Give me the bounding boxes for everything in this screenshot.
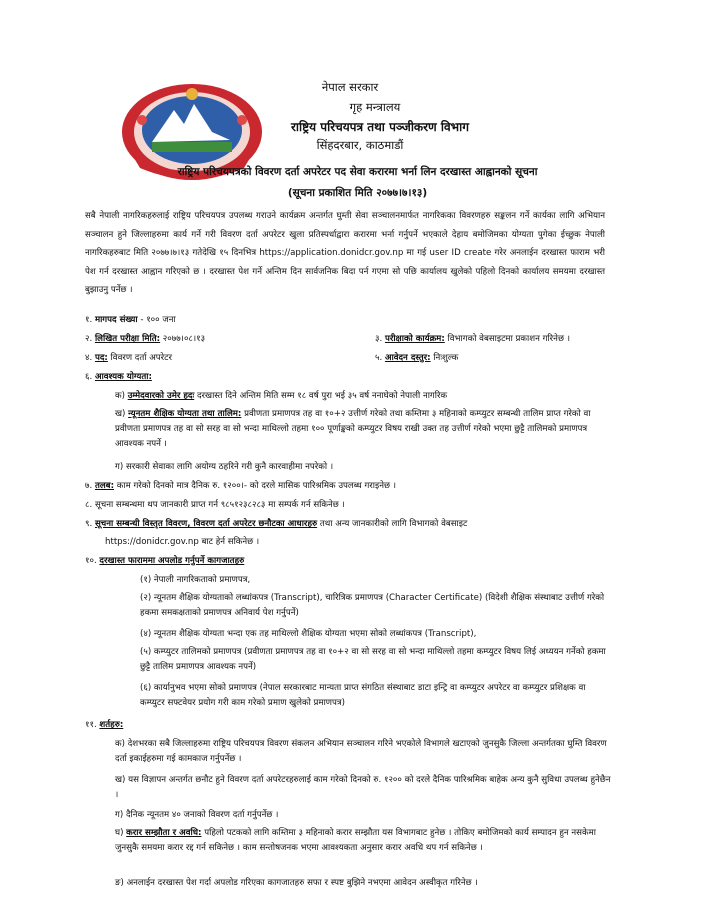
item-2: २. लिखित परीक्षा मिति: २०७७।०८।१३ [85,334,206,344]
notice-title: राष्ट्रिय परिचयपत्रको विवरण दर्ता अपरेटर पद सेवा करारमा भर्ना लिन दरखास्त आह्वानको सूचना [177,166,538,178]
qualification-c: ग) सरकारी सेवाका लागि अयोग्य ठहरिने गरी कुनै कारवाहीमा नपरेको । [115,462,334,472]
item-10-heading: १०. दरखास्त फाराममा अपलोड गर्नुपर्ने कागजातहरु [85,556,245,566]
header-ministry: गृह मन्त्रालय [349,100,401,114]
website-link[interactable]: https://donidcr.gov.np बाट हेर्न सकिनेछ । [105,537,260,547]
condition-b: ख) यस विज्ञापन अन्तर्गत छनौट हुने विवरण दर्ता अपरेटरहरुलाई काम गरेको दिनको रु. १२०० को दरले दैनिक पारिश्रमिक बाहेक अन्य कुनै सुविधा उपलब्ध हुनेछैन । [115,775,611,800]
condition-c: ग) दैनिक न्यूनतम ४० जनाको विवरण दर्ता गर्नुपर्नेछ । [115,810,279,820]
item-7-salary: ७. तलब: काम गरेको दिनको मात्र दैनिक रु. १२००।- को दरले मासिक पारिश्रमिक उपलब्ध गराइनेछ । [85,481,397,491]
document-4: (४) न्यूनतम शैक्षिक योग्यता भन्दा एक तह माथिल्लो शैक्षिक योग्यता भएमा सोको लब्धांकपत्र (Transcript), [140,629,477,639]
header-government: नेपाल सरकार [321,80,379,94]
condition-a: क) देशभरका सबै जिल्लाहरुमा राष्ट्रिय परिचयपत्र विवरण संकलन अभियान सञ्चालन गरिने भएकोले विभागले खटाएको जुनसुकै जिल्ला अन्तर्गतका घुम्ति विवरण दर्ता इकाईहरुमा गई कामकाज गर्नुपर्नेछ । [115,739,607,764]
item-5: ५. आवेदन दस्तुर: निःशुल्क [375,353,459,363]
condition-d: घ) करार सम्झौता र अवधि: पहिलो पटकको लागि कम्तिमा ३ महिनाको करार सम्झौता यस विभागबाट हुनेछ । तोकिए बमोजिमको कार्य सम्पादन हुन नसकेमा जुनसुकै समयमा करार रद्द गर्न सकिनेछ । काम सन्तोषजनक भएमा आवश्यकता अनुसार करार अवधि थप गर्न सकिनेछ । [115,828,596,853]
header-department: राष्ट्रिय परिचयपत्र तथा पञ्जीकरण विभाग [291,120,469,134]
item-1: १. मागपद संख्या - १०० जना [85,315,176,325]
intro-paragraph: सबै नेपाली नागरिकहरुलाई राष्ट्रिय परिचयपत्र उपलब्ध गराउने कार्यक्रम अन्तर्गत घुम्ती सेवा सञ्चालनमार्फत नागरिकका विवरणहरु सङ्कलन गर्ने कार्यका लागि अभियान सञ्चालन हुने जिल्लाहरुमा कार्य गर्ने गरी विवरण दर्ता अपरेटर खुला प्रतिस्पर्धाद्वारा करारमा भर्ना गर्नुपर्ने भएकाले देहाय बमोजिमका योग्यता पुगेका ईच्छुक नेपाली नागरिकहरुबाट मिति २०७७।७।१३ गतेदेखि १५ दिनभित्र https://application.donidcr.gov.np मा गई user ID create गरेर अनलाईन दरखास्त फाराम भरी पेश गर्न दरखास्त आह्वान गरिएको छ । दरखास्त पेश गर्ने अन्तिम दिन सार्वजनिक बिदा पर्न गएमा सो पछि कार्यालय खुलेको पहिलो दिनको कार्यालय समयमा दरखास्त बुझाउनु पर्नेछ । [85,211,605,296]
qualification-b: ख) न्यूनतम शैक्षिक योग्यता तथा तालिम: प्रवीणता प्रमाणपत्र तह वा १०+२ उत्तीर्ण गरेको तथा कम्तिमा ३ महिनाको कम्प्युटर सम्बन्धी तालिम प्राप्त गरेको वा प्रवीणता प्रमाणपत्र तह वा सो सरह वा सो भन्दा माथिल्लो तहमा १०० पूर्णाङ्कको कम्प्युटर विषय राखी उक्त तह उत्तीर्ण गरेको भएमा छुट्टै तालिमको प्रमाणपत्र आवश्यक नपर्ने । [115,409,591,449]
item-4: ४. पद: विवरण दर्ता अपरेटर [85,353,173,363]
item-11-heading: ११. शर्तहरु: [85,720,124,730]
document-6: (६) कार्यानुभव भएमा सोको प्रमाणपत्र (नेपाल सरकारबाट मान्यता प्राप्त संगठित संस्थाबाट डाटा इन्ट्रि वा कम्प्युटर अपरेटर वा कम्प्युटर प्रशिक्षक वा कम्प्युटर सफ्टवेयर प्रयोग गरी काम गरेको प्रमाण खुलेको प्रमाणपत्र) [140,683,586,708]
item-6-heading: ६. आवश्यक योग्यता: [85,372,152,382]
header-address: सिंहदरबार, काठमाडौं [316,138,404,152]
notice-published-date: (सूचना प्रकाशित मिति २०७७।७।१३) [287,187,428,199]
document-5: (५) कम्प्युटर तालिमको प्रमाणपत्र (प्रवीणता प्रमाणपत्र तह वा १०+२ वा सो सरह वा सो भन्दा माथिल्लो तहमा कम्प्युटर विषय लिई अध्ययन गर्नेको हकमा छुट्टै तालिम प्रमाणपत्र आवश्यक नपर्ने) [140,647,606,672]
condition-e: ङ) अनलाईन दरखास्त पेश गर्दा अपलोड गरिएका कागजातहरु सफा र स्पष्ट बुझिने नभएमा आवेदन अस्वीकृत गरिनेछ । [115,878,478,888]
item-9-details: ९. सूचना सम्बन्धी विस्तृत विवरण, विवरण दर्ता अपरेटर छनौटका आधारहरु तथा अन्य जानकारीको लागि विभागको वेबसाइट [85,519,468,529]
item-8-contact: ८. सूचना सम्बन्धमा थप जानकारी प्राप्त गर्न ९८५१२३८२८३ मा सम्पर्क गर्न सकिनेछ । [85,500,345,510]
document-1: (१) नेपाली नागरिकताको प्रमाणपत्र, [140,575,251,585]
qualification-a: क) उम्मेदवारको उमेर हदः दरखास्त दिने अन्तिम मिति सम्म १८ वर्ष पुरा भई ३५ वर्ष ननाघेको नेपाली नागरिक [115,391,448,401]
document-2: (२) न्यूनतम शैक्षिक योग्यताको लब्धांकपत्र (Transcript), चारित्रिक प्रमाणपत्र (Character Certificate) (विदेशी शैक्षिक संस्थाबाट उत्तीर्ण गरेको हकमा समकक्षताको प्रमाणपत्र अनिवार्य पेश गर्नुपर्ने) [140,593,605,618]
item-3: ३. परीक्षाको कार्यक्रम: विभागको वेबसाइटमा प्रकाशन गरिनेछ । [375,334,570,344]
